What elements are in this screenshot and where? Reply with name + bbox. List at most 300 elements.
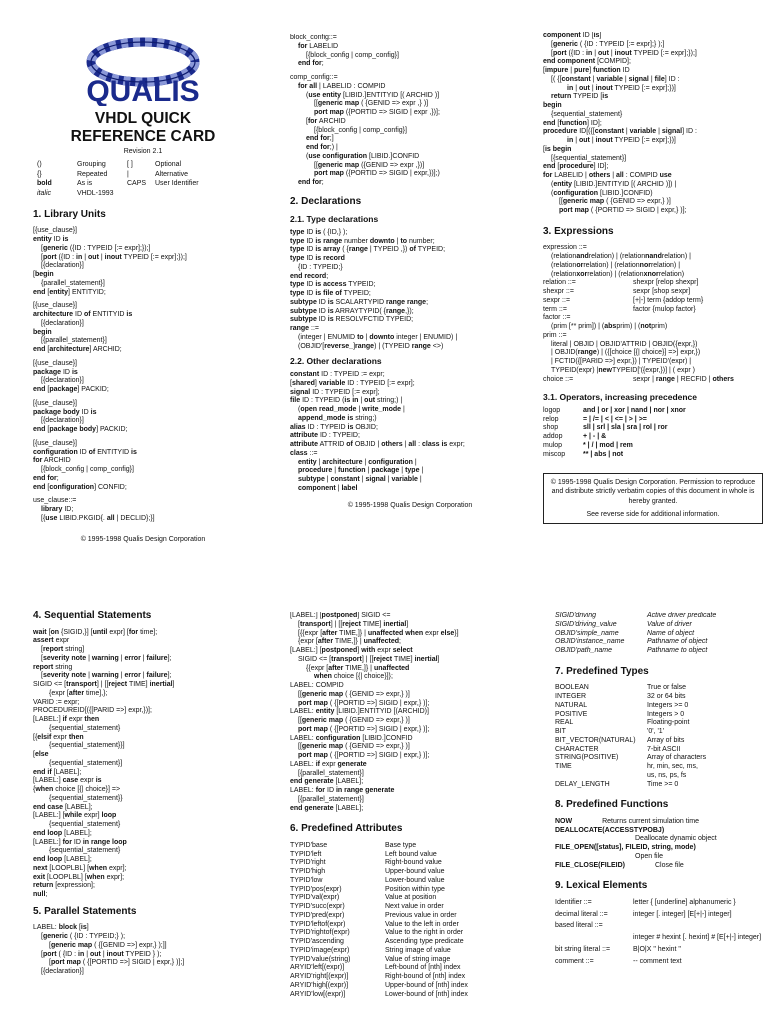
parallel-continued-line: LABEL: entity [LIBID.]ENTITYID [(ARCHID)] [290,708,429,716]
attribute-value: Upper-bound value [385,868,445,875]
function-name [555,835,635,844]
predefined-type-value: Time >= 0 [647,780,679,788]
attribute-value: Upper-bound of [nth] index [385,981,468,989]
library-units-line: architecture ID of ENTITYID is [33,311,133,318]
attribute-value: Previous value in order [385,911,457,919]
lexical-key [555,934,633,943]
legend-cell [155,190,235,199]
sequential-line: {sequential_statement}] [49,759,123,767]
library-units-line: [{use_clause}] [33,439,78,447]
attribute-value: Next value in order [385,903,444,910]
signal-attribute-value: Name of object [647,629,695,637]
subprogram-line: end [procedure] ID]; [543,163,609,171]
expression-line: (relation xor relation) | (relation xnor relation) [551,270,685,278]
sequential-line: [else [33,751,49,758]
predefined-type-value: hr, min, sec, ms, [647,763,698,770]
signal-attribute-key: OBJID'path_name [555,647,612,654]
type-declaration-line: type ID is record [290,255,345,263]
parallel-line: [port ( {ID : in | out | inout TYPEID } ); [41,950,162,958]
sequential-line: {sequential_statement} [49,821,121,828]
library-units-line: [{use_clause}] [33,302,78,310]
expression-key: shexpr ::= [543,288,574,295]
parallel-continued-line: [[generic map ( {GENID => expr,} )] [298,717,410,724]
page-title-line2: REFERENCE CARD [70,128,216,145]
column-2-bottom [290,612,540,1024]
expression-key: choice ::= [543,375,574,383]
config-line: [for ARCHID [306,117,346,125]
type-declaration-line: type ID is ( {ID,} ); [290,228,348,236]
function-line [555,862,765,871]
attribute-value: Right-bound of [nth] index [385,973,466,980]
library-units-line: end [configuration] CONFID; [33,483,127,491]
expression-line [543,279,763,288]
legend-cell: [ ] [127,160,133,168]
config-line: [[generic map ( {GENID => expr ,} )] [314,100,429,108]
attribute-key: ARYID'high[(expr)] [290,981,349,989]
type-declaration-line: subtype ID is RESOLVFCTID TYPEID; [290,316,414,324]
other-declaration-line: attribute ID : TYPEID; [290,432,360,440]
attribute-value: Value to the right in order [385,929,464,937]
signal-attributes-table [555,612,765,656]
parallel-continued-line: [LABEL:] [postponed] with expr select [290,647,413,654]
legend-cell: Optional [155,160,182,168]
signal-attribute-value: Pathname of object [647,638,708,646]
parallel-continued-line: port map ( {[PORTID =>] SIGID | expr,} )]; [298,752,430,759]
section-heading-lexical: 9. Lexical Elements [555,880,648,892]
parallel-line: LABEL: block [is] [33,924,89,932]
library-units-line: package ID is [33,368,78,376]
library-units-line: {parallel_statement}] [41,279,105,287]
lexical-value: integer [. integer] [E[+|-] integer] [633,910,732,918]
sequential-line: [LABEL:] [while expr] loop [33,812,117,820]
library-units-line: [{declaration}] [41,417,84,425]
sequential-line: end if [LABEL]; [33,768,82,776]
sequential-line: [report string] [41,646,85,653]
config-line: [[generic map ({GENID => expr ,})] [314,161,425,169]
operator-value: and | or | xor | nand | nor | xnor [583,406,686,414]
sequential-line: null; [33,891,48,898]
library-units-line: [generic ({ID : TYPEID [:= expr];});] [41,244,151,252]
other-declaration-line: alias ID : TYPEID is OBJID; [290,423,378,431]
qualis-logo [78,28,208,106]
sequential-line: {when choice [{| choice}] => [33,786,121,793]
attribute-value: Value at position [385,894,437,902]
expression-line: prim ::= [543,331,567,339]
function-description: Close file [655,861,684,869]
attribute-key: TYPID'succ(expr) [290,903,345,910]
subprogram-line: for LABELID | others | all : COMPID use [543,172,672,179]
attribute-value: String image of value [385,946,451,954]
predefined-type-key: POSITIVE [555,710,588,718]
revision-label: Revision 2.1 [123,148,163,155]
expression-key: sexpr ::= [543,296,571,304]
subprogram-line: component ID [is] [543,32,602,39]
predefined-type-key: BIT [555,728,566,735]
parallel-continued-line: LABEL: if expr generate [290,760,367,768]
section-heading-expressions: 3. Expressions [543,225,614,237]
predefined-type-value: '0', '1' [647,728,665,735]
subprogram-line: return TYPEID [is [551,93,609,101]
sequential-line: next [LOOPLBL] [when expr]; [33,864,127,872]
attribute-value: Lower-bound value [385,876,445,884]
library-units-line: configuration ID of ENTITYID is [33,448,137,456]
operator-key: relop [543,415,559,423]
legend-cell: {} [37,170,42,178]
library-units-line: [port ({ID : in | out | inout TYPEID [:= expr];});] [41,253,187,261]
parallel-continued-body [290,612,540,813]
attribute-key: TYPID'val(expr) [290,894,340,902]
column-1-bottom [33,610,283,1024]
expression-line: | FCTID({[PARID =>] expr,}) | TYPEID'(expr) | [551,358,692,365]
predefined-types-table [555,684,765,789]
parallel-continued-line: [transport] | [[reject TIME] inertial] [298,620,409,628]
config-line: [{block_config | comp_config}] [306,51,399,59]
function-name [555,853,635,862]
library-units-line: [{use LIBID.PKGID{. all | DECLID};}] [41,514,155,522]
library-units-line: end [package body] PACKID; [33,426,128,433]
type-declaration-line: end record; [290,272,329,280]
attributes-table [290,842,540,1000]
function-line [555,844,765,853]
parallel-line: [generic ( {ID : TYPEID;} ); [41,933,126,940]
operators-table [543,407,763,460]
attribute-key: TYPID'pos(expr) [290,885,342,893]
function-line [555,818,765,827]
predefined-type-key: STRING(POSITIVE) [555,754,619,762]
see-reverse-text: See reverse side for additional information. [586,510,720,518]
attribute-value: Left-bound of [nth] index [385,964,461,972]
library-units-line: library ID; [41,506,74,513]
parallel-continued-line: [[generic map ( {GENID => expr,} )] [298,690,410,698]
parallel-continued-line: LABEL: for ID in range generate [290,787,395,794]
subprogram-line: [( {[constant | variable | signal | file] ID : [551,75,680,83]
sequential-body [33,629,283,900]
predefined-type-value: True or false [647,684,687,692]
predefined-type-key: INTEGER [555,693,587,700]
sequential-line: [severity note | warning | error | failure]; [41,654,172,662]
attribute-key: ARYID'low[(expr)] [290,990,346,998]
legend-cell: Grouping [77,160,106,168]
parallel-continued-line: [LABEL:] [postponed] SIGID <= [290,612,391,619]
parallel-continued-line: {expr [after TIME,]} | unaffected; [298,638,401,646]
lexical-key: bit string literal ::= [555,945,611,953]
attribute-key: TYPID'low [290,876,323,884]
lexical-value: -- comment text [633,957,682,965]
parallel-continued-line: [{parallel_statement}] [298,795,364,803]
library-units-line: begin [33,328,52,336]
sequential-line: end loop [LABEL]; [33,856,92,863]
type-declaration-line: (integer | ENUMID to | downto integer | ENUMID) | [298,333,458,341]
expression-value: factor {mulop factor} [633,305,696,313]
predefined-type-value: 32 or 64 bits [647,693,686,700]
attribute-value: Base type [385,841,417,849]
signal-attribute-value: Value of driver [647,620,692,628]
sequential-line: [LABEL:] case expr is [33,777,102,785]
expression-line [543,297,763,306]
library-units-line: [{use_clause}] [33,399,78,407]
function-description: Open file [635,852,664,860]
subprogram-line: in | out | inout TYPEID [:= expr];})] [567,84,676,92]
parallel-continued-line: {{expr [after TIME,]} | unaffected [306,664,410,672]
predefined-type-value: Integers >= 0 [647,701,689,709]
function-line [555,827,765,836]
subprogram-line: (entity [LIBID.]ENTITYID [( ARCHID )]) | [551,180,677,188]
operator-value: sll | srl | sla | sra | rol | ror [583,424,668,432]
type-declaration-line: {ID : TYPEID;} [298,263,343,271]
legend-cell: bold [37,180,52,188]
legend-cell: VHDL-1993 [77,190,114,197]
legend-cell: () [37,160,42,168]
library-units-line: [{block_config | comp_config}] [41,466,134,473]
attribute-value: Ascending type predicate [385,938,464,945]
config-line: (use configuration [LIBID.]CONFID [306,152,420,160]
sequential-line: [LABEL:] for ID in range loop [33,838,127,846]
predefined-type-value: Array of bits [647,736,685,744]
other-declaration-line: entity | architecture | configuration | [298,458,417,466]
parallel-continued-line: [{parallel_statement}] [298,769,364,777]
section-heading-predefined-types: 7. Predefined Types [555,665,649,677]
operator-key: logop [543,406,561,414]
attribute-value: Right-bound value [385,859,442,867]
subsection-heading-type-declarations: 2.1. Type declarations [290,214,379,225]
lexical-key: based literal ::= [555,922,603,930]
expression-line: factor ::= [543,314,571,322]
expression-value: shexpr [relop shexpr] [633,279,699,287]
type-declaration-line: (OBJID'[reverse_]range) | (TYPEID range <>) [298,342,444,350]
sequential-line: {sequential_statement} [49,724,121,732]
subprogram-line: [{sequential_statement}] [551,154,627,162]
other-declaration-line: class ::= [290,449,318,457]
other-declaration-line: signal ID : TYPEID [:= expr]; [290,388,380,396]
sequential-line: wait [on {SIGID,}] [until expr] [for time]; [33,628,158,636]
predefined-type-value: Floating-point [647,719,690,727]
expression-line: literal | OBJID | OBJID'ATTRID | OBJID({expr,}) [551,340,698,348]
expression-value: [+|-] term {addop term} [633,296,704,304]
config-body [290,34,530,188]
sequential-line: {sequential_statement}} [49,794,123,802]
parallel-continued-line: end generate [LABEL]; [290,778,364,786]
parallel-continued-line: port map ( {[PORTID =>] SIGID | expr,} )]; [298,725,430,733]
library-units-line: end [entity] ENTITYID; [33,288,106,296]
other-declaration-line: component | label [298,484,358,492]
subprogram-line: [is begin [543,145,572,153]
attribute-value: Left bound value [385,850,437,858]
config-line: comp_config::= [290,74,338,81]
subprogram-line: end component [COMPID]; [543,58,631,66]
expression-value: sexpr [shop sexpr] [633,288,691,295]
sequential-line: VARID := expr; [33,698,80,706]
library-units-line: [{use_clause}] [33,227,78,235]
sequential-line: return [expression]; [33,882,95,890]
legend-cell: | [127,170,129,178]
expression-line: (relation or relation) | (relation nor relation) | [551,261,681,269]
function-name: FILE_OPEN([status], FILEID, string, mode) [555,844,696,851]
signal-attribute-key: SIGID'driving [555,612,597,619]
parallel-continued-line: end generate [LABEL]; [290,804,364,812]
sequential-line: end case [LABEL]; [33,803,93,811]
library-units-line: end [package] PACKID; [33,386,109,393]
attribute-key: TYPID'ascending [290,938,344,945]
library-units-line: for ARCHID [33,457,71,465]
operator-value: ** | abs | not [583,450,624,458]
config-line: port map ({PORTID => SIGID | expr ,})]; [314,109,440,116]
predefined-type-key: DELAY_LENGTH [555,780,610,788]
attribute-key: TYPID'image(expr) [290,946,350,954]
legend-cell: As is [77,180,93,188]
library-units-line: end for; [33,474,59,482]
section-heading-parallel: 5. Parallel Statements [33,905,137,917]
function-description: Returns current simulation time [602,817,699,825]
type-declaration-line: type ID is range number downto | to number; [290,237,435,245]
permission-text: © 1995-1998 Qualis Design Corporation. Permission to reproduce and distribute strictly verbatim copies of this document in whole is hereby granted. [550,479,756,505]
expression-line: expression ::= [543,244,587,252]
subprogram-line: in | out | inout TYPEID [:= expr];})] [567,137,676,144]
type-declaration-line: type ID is access TYPEID; [290,281,376,289]
lexical-table [555,899,765,967]
subprogram-body [543,32,763,216]
subprogram-line: procedure ID[({[constant | variable | signal] ID : [543,128,697,136]
subsection-heading-operators: 3.1. Operators, increasing precedence [543,392,698,403]
other-declaration-line: (open read_mode | write_mode | [298,406,405,413]
subprogram-line: [port ({ID : in | out | inout TYPEID [:= expr];});] [551,49,697,57]
sequential-line: end loop [LABEL]; [33,829,92,837]
section-heading-attributes: 6. Predefined Attributes [290,823,403,835]
sequential-line: [LABEL:] if expr then [33,716,100,723]
subsection-heading-other-declarations: 2.2. Other declarations [290,356,382,367]
predefined-type-value: Integers > 0 [647,710,685,718]
sequential-line: assert expr [33,637,70,645]
expression-line [543,376,763,385]
expression-line: | OBJID( range ) | ({[choice [{| choice}] =>] expr,}) [551,349,701,357]
operator-key: mulop [543,441,563,449]
page-title-line1: VHDL QUICK [94,110,192,127]
operator-key: miscop [543,450,566,458]
notation-legend [37,161,253,199]
sequential-line: {sequential_statement} [49,847,121,855]
attribute-key: TYPID'right [290,859,326,867]
signal-attribute-key: SIGID'driving_value [555,620,617,628]
other-declaration-line: constant ID : TYPEID := expr; [290,371,385,378]
config-line: end for; [298,60,324,68]
column-1-top [33,28,253,583]
sequential-line: {sequential_statement}}] [49,742,125,750]
sequential-line: [{elsif expr then [33,733,84,741]
lexical-value: B|O|X " hexint " [633,945,681,953]
predefined-type-key: BOOLEAN [555,684,589,692]
config-line: for all | LABELID : COMPID [298,82,386,90]
config-line: end for; [298,179,324,186]
library-units-line: [{declaration}] [41,262,84,270]
type-declarations-body [290,229,530,352]
parallel-continued-line: port map ( {[PORTID =>] SIGID | expr,} )]; [298,699,430,707]
parallel-continued-line: when choice [{| choice}]}; [314,673,393,681]
other-declaration-line: subtype | constant | signal | variable | [298,476,422,483]
function-name: NOW [555,817,573,825]
config-line: (use entity [LIBID.]ENTITYID [( ARCHID )] [306,91,440,99]
attribute-value: Value of string image [385,955,451,963]
type-declaration-line: range ::= [290,325,319,333]
config-line: end for;) | [306,144,338,151]
parallel-body [33,924,283,977]
subprogram-line: [[generic map ( {GENID => expr,} )] [559,198,671,206]
operator-key: shop [543,424,559,432]
legend-cell: Repeated [77,170,108,178]
attribute-key: ARYID'right[(expr)] [290,973,349,980]
other-declaration-line: [shared] variable ID : TYPEID [:= expr]; [290,379,415,387]
subprogram-line: port map ( {PORTID => SIGID | expr,} )]; [559,207,687,214]
legend-cell: Alternative [155,170,189,178]
parallel-continued-line: LABEL: COMPID [290,682,344,689]
attribute-key: TYPID'pred(expr) [290,911,345,919]
lexical-value [633,922,765,931]
predefined-type-key: BIT_VECTOR(NATURAL) [555,736,636,744]
subprogram-line: [impure | pure] function ID [543,67,630,74]
parallel-continued-line: SIGID <= [transport] | [[reject TIME] inertial] [298,655,440,663]
lexical-value: integer # hexint [. hexint] # [E[+|-] integer] [633,934,762,941]
expression-line: TYPEID(expr) | new TYPEID['({expr,})] | ( expr ) [551,366,696,374]
library-units-line: package body ID is [33,408,97,416]
legend-cell [127,190,155,199]
library-units-line: [{use_clause}] [33,359,78,367]
attribute-value: Value to the left in order [385,920,459,928]
subprogram-line: (configuration [LIBID.]CONFID) [551,189,653,197]
library-units-line: [{parallel_statement}] [41,337,107,345]
library-units-line: [{declaration}] [41,319,84,327]
expression-line: (prim [** prim]) | ( abs prim) | ( not prim) [551,323,668,330]
lexical-key: comment ::= [555,957,594,965]
copyright-col1: © 1995-1998 Qualis Design Corporation [80,535,206,543]
type-declaration-line: subtype ID is ARRAYTYPID( {range,}); [290,307,414,315]
attribute-value: Position within type [385,885,445,893]
predefined-type-key: REAL [555,719,574,727]
library-units-line: entity ID is [33,236,69,243]
expression-line: (relation and relation) | (relation nand relation) | [551,253,691,260]
predefined-type-key [555,772,647,781]
subprogram-line: end [function] ID]; [543,119,602,127]
signal-attribute-value: Active driver predicate [647,612,717,619]
other-declaration-line: attribute ATTRID of OBJID | others | all : class is expr; [290,441,465,448]
subprogram-line: {sequential_statement} [551,110,623,118]
lexical-key: decimal literal ::= [555,910,608,918]
parallel-line: [{declaration}] [41,968,84,975]
expression-line [543,306,763,315]
predefined-type-key: NATURAL [555,701,588,709]
lexical-value: letter { [underline] alphanumeric } [633,898,736,906]
predefined-type-value: Array of characters [647,754,707,762]
signal-attribute-key: OBJID'simple_name [555,629,619,637]
parallel-continued-line: LABEL: configuration [LIBID.]CONFID [290,734,413,742]
function-description [664,827,694,836]
function-description [696,844,726,853]
library-units-line: [{declaration}] [41,377,84,385]
legend-cell: CAPS [127,180,147,188]
subprogram-line: begin [543,102,562,109]
signal-attribute-key: OBJID'instance_name [555,638,625,646]
config-line: [{block_config | comp_config}] [314,126,407,134]
expression-key: term ::= [543,305,567,313]
predefined-type-key: CHARACTER [555,745,599,753]
parallel-continued-line: [[generic map ( {GENID => expr,} )] [298,743,410,751]
function-line [555,853,765,862]
sequential-line: [severity note | warning | error | failure]; [41,672,172,680]
type-declaration-line: type ID is array ( {range | TYPEID ,}) of TYPEID; [290,246,446,254]
predefined-type-key: TIME [555,763,572,770]
attribute-key: TYPID'value(string) [290,955,351,963]
type-declaration-line: subtype ID is SCALARTYPID range range; [290,298,429,306]
section-heading-predefined-functions: 8. Predefined Functions [555,799,669,811]
other-declaration-line: file ID : TYPEID (is in | out string;) | [290,397,403,405]
config-line: block_config::= [290,34,337,41]
